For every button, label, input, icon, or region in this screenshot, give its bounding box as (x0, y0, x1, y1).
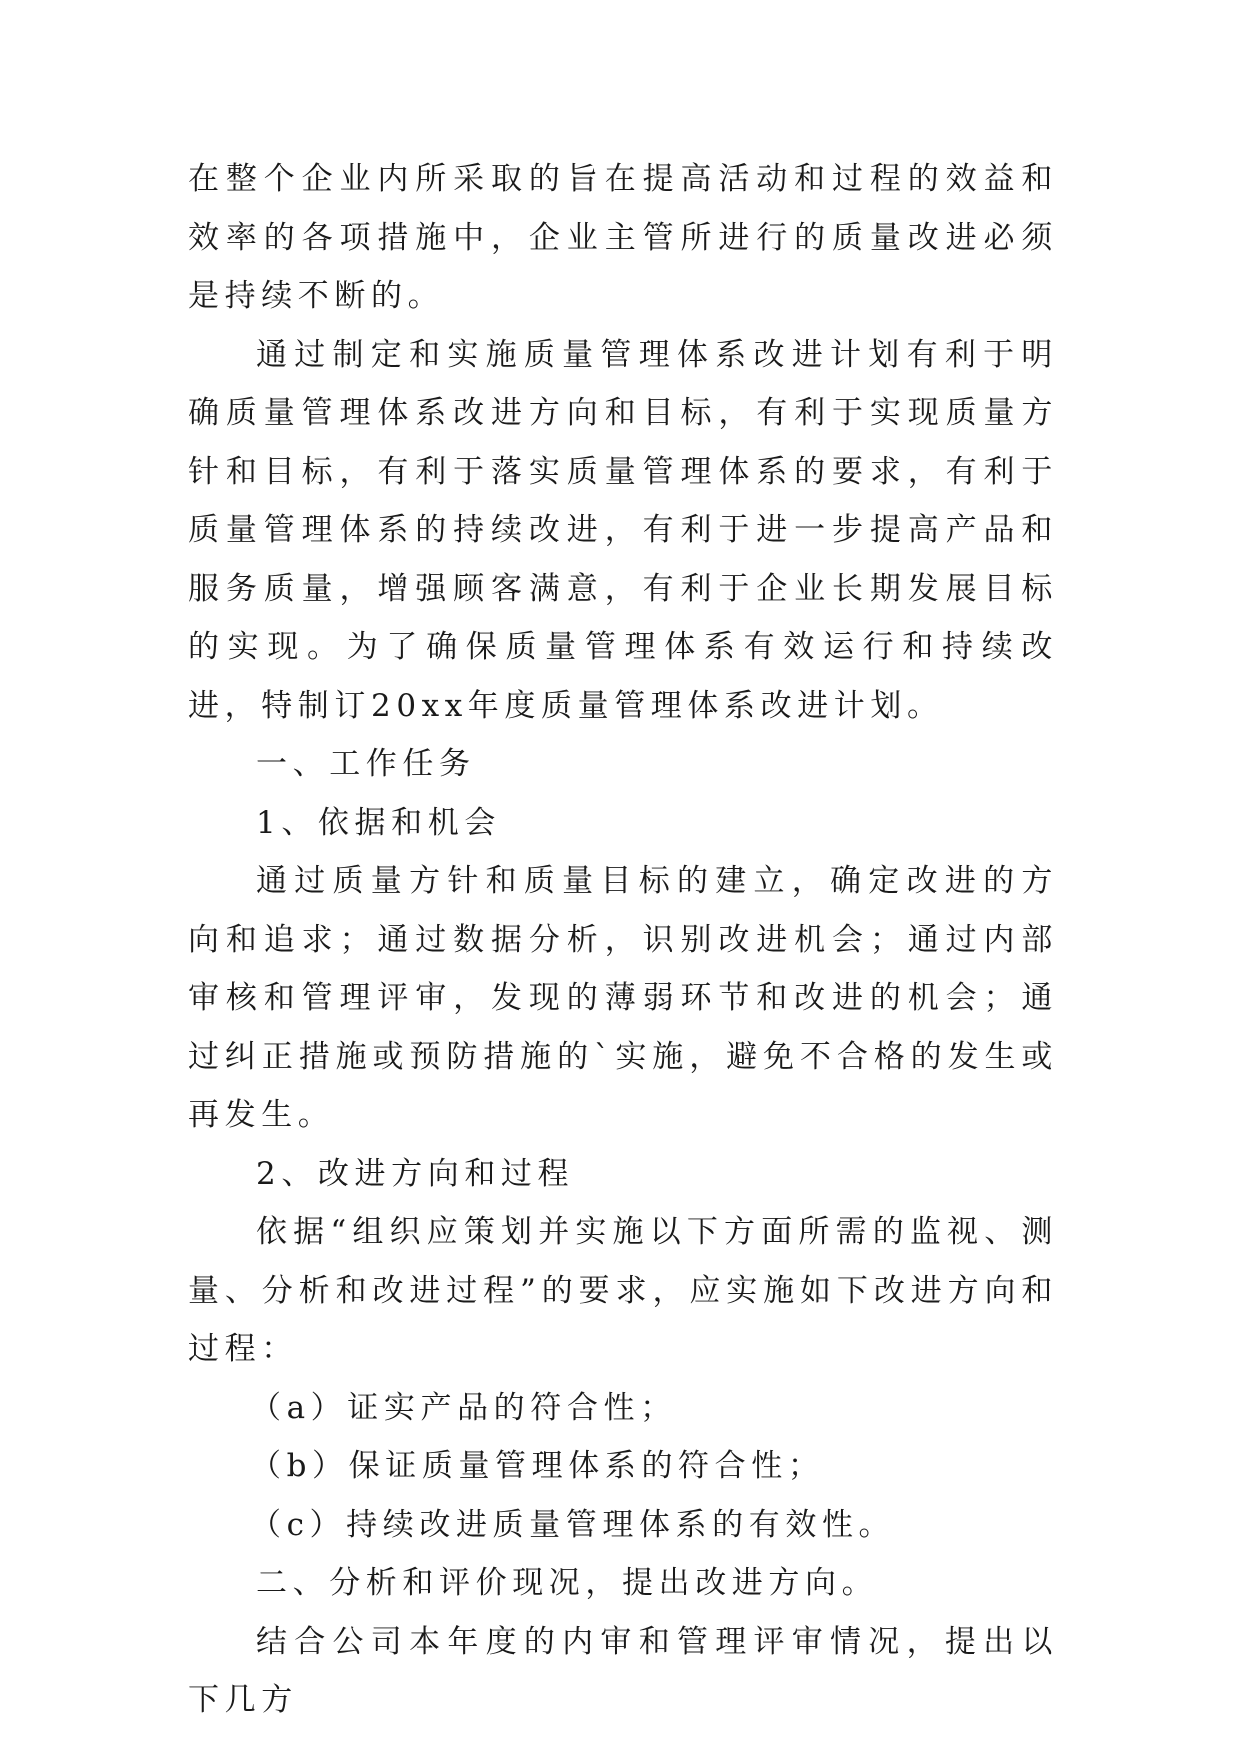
section-heading: 二、分析和评价现况，提出改进方向。 (256, 1565, 879, 1601)
paragraph: 通过制定和实施质量管理体系改进计划有利于明确质量管理体系改进方向和目标，有利于实现质量方针和目标，有利于落实质量管理体系的要求，有利于质量管理体系的持续改进，有利于进一步提高产品和服务质量，增强顾客满意，有利于企业长期发展目标的实现。为了确保质量管理体系有效运行和持续改进，特制订20xx年度质量管理体系改进计划。 (188, 336, 1058, 724)
list-item: （c）持续改进质量管理体系的有效性。 (250, 1506, 896, 1543)
list-item: （b）保证质量管理体系的符合性； (250, 1448, 825, 1484)
paragraph: 通过质量方针和质量目标的建立，确定改进的方向和追求；通过数据分析，识别改进机会；通过内部审核和管理评审，发现的薄弱环节和改进的机会；通过纠正措施或预防措施的`实施，避免不合格的发生或再发生。 (188, 863, 1058, 1133)
subsection-heading: 2、改进方向和过程 (256, 1155, 575, 1192)
paragraph: 结合公司本年度的内审和管理评审情况，提出以下几方 (188, 1623, 1058, 1718)
paragraph: 依据“组织应策划并实施以下方面所需的监视、测量、分析和改进过程”的要求，应实施如下改进方向和过程： (188, 1214, 1058, 1367)
subsection-heading: 1、依据和机会 (256, 804, 501, 841)
document-body (188, 150, 1058, 1730)
list-item: （a）证实产品的符合性； (250, 1389, 677, 1426)
section-heading: 一、工作任务 (256, 746, 476, 782)
paragraph: 在整个企业内所采取的旨在提高活动和过程的效益和效率的各项措施中，企业主管所进行的质量改进必须是持续不断的。 (188, 161, 1058, 314)
